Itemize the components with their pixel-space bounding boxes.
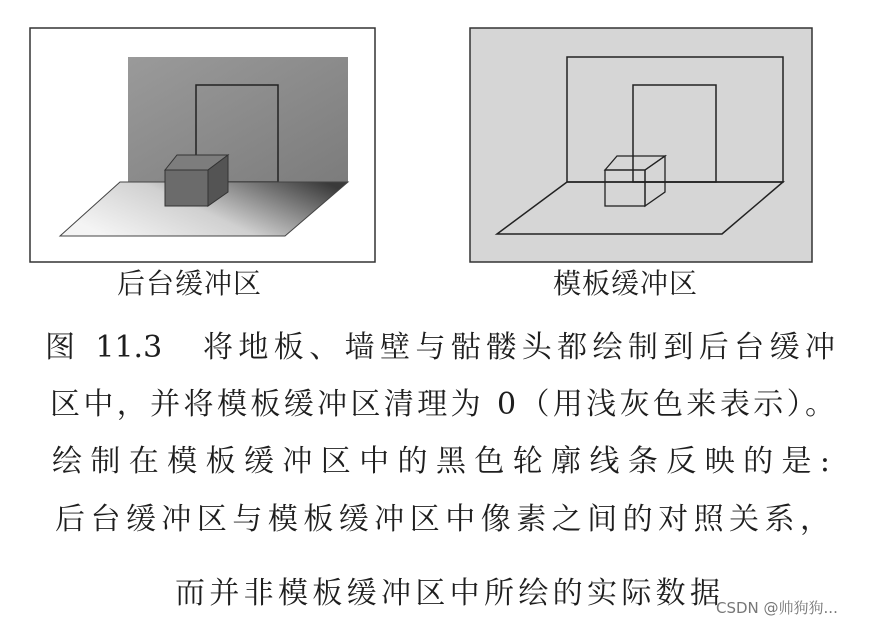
back-buffer-label: 后台缓冲区: [117, 267, 263, 300]
figure-diagrams: [0, 0, 869, 300]
stencil-buffer-label: 模板缓冲区: [553, 267, 699, 300]
caption-line-1: 图 11.3 将地板、墙壁与骷髅头都绘制到后台缓冲: [45, 330, 835, 365]
caption-line-5: 而并非模板缓冲区中所绘的实际数据: [175, 576, 720, 611]
watermark: CSDN @帅狗狗...: [716, 599, 838, 617]
stencil-buffer-frame: [470, 28, 812, 262]
back-buffer-wall: [128, 57, 348, 182]
caption-line-2: 区中，并将模板缓冲区清理为 0（用浅灰色来表示）。: [50, 387, 835, 422]
caption-line-3: 绘制在模板缓冲区中的黑色轮廓线条反映的是:: [52, 444, 830, 479]
caption-line-4: 后台缓冲区与模板缓冲区中像素之间的对照关系，: [55, 502, 830, 537]
stencil-buffer-panel: [470, 28, 812, 262]
back-buffer-cube: [165, 155, 228, 206]
cube-front-face: [165, 170, 208, 206]
back-buffer-panel: [30, 28, 375, 262]
